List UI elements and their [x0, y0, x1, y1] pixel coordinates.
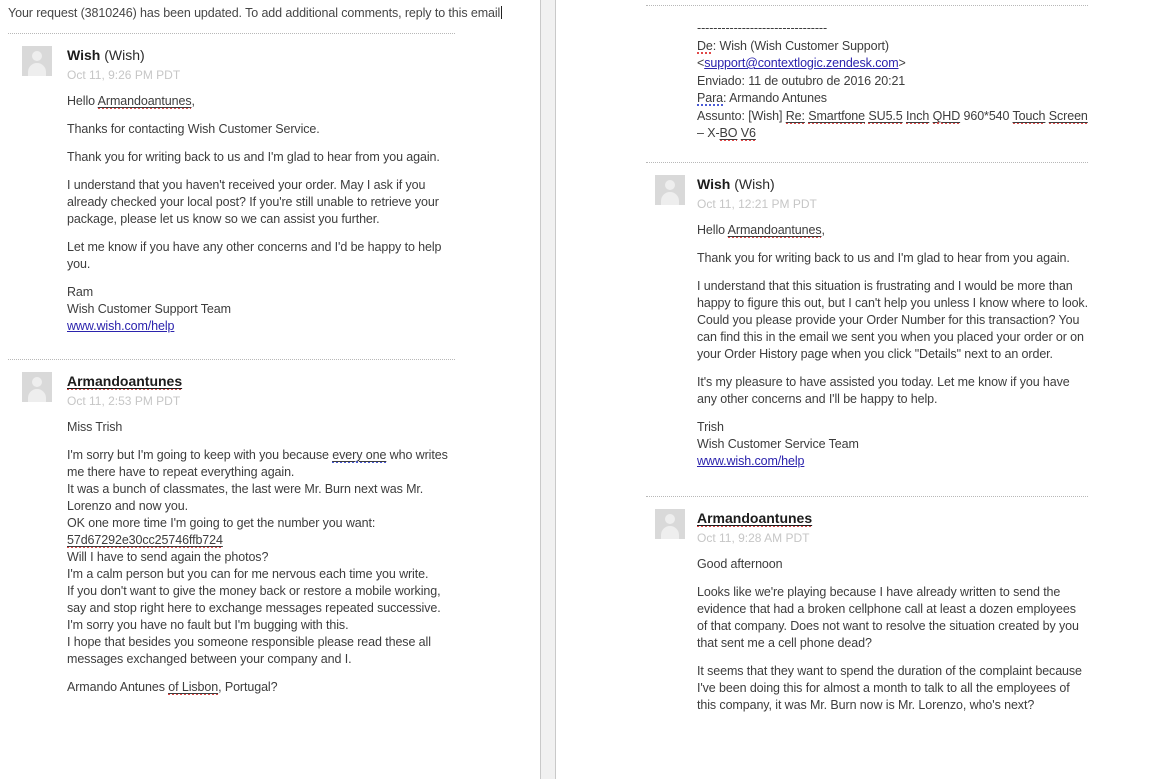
message-armandoantunes-2 [646, 509, 1088, 714]
avatar-person-icon [655, 175, 685, 205]
message-paragraph: I understand that you haven't received your order. May I ask if you already checked your local post? If you're still unable to retrieve your package, please let us know so we can assist you further. [67, 178, 439, 226]
message-content [697, 509, 1088, 714]
panel-divider [540, 0, 556, 779]
message-paragraph: Looks like we're playing because I have already written to send the evidence that had a broken cellphone call at least a dozen employees of that company. Does not want to resolve the situation created by you that sent me a cell phone dead? [697, 584, 1079, 650]
message-author: Armandoantunes [67, 373, 183, 389]
message-paragraph: Armando Antunes of Lisbon, Portugal? [67, 680, 278, 694]
message-paragraph: It seems that they want to spend the duration of the complaint because I've been doing this for almost a month to talk to all the employees of this company, it was Mr. Burn now is Mr. Lorenzo, who's next? [697, 663, 1082, 712]
message-timestamp: Oct 11, 9:26 PM PDT [67, 68, 181, 82]
quoted-email-header [697, 20, 1088, 143]
message-paragraph: It's my pleasure to have assisted you today. Let me know if you have any other concerns and I'll be happy to help. [697, 374, 1070, 406]
message-paragraph: Thanks for contacting Wish Customer Service. [67, 122, 320, 136]
separator [8, 359, 455, 360]
message-body [67, 419, 457, 696]
message-paragraph: I'm sorry but I'm going to keep with you because every one who writes me there have to repeat everything again. It was a bunch of classmates, the last were Mr. Burn next was Mr. Lorenzo and now you. OK one more time I'm going to get the number you want: 57d67292e30cc25746ffb724 Will I have to send again the photos? I'm a calm person but you can for me nervous each time you write. If you don't want to give the money back or restore a mobile working, say and stop right here to exchange messages repeated successive. I'm sorry you have no fault but I'm bugging with this. I hope that besides you someone responsible please read these all messages exchanged between your company and I. [67, 448, 448, 666]
message-timestamp: Oct 11, 9:28 AM PDT [697, 530, 810, 545]
quoted-header-to: Para: Armando Antunes [697, 91, 827, 105]
message-paragraph: Let me know if you have any other concerns and I'd be happy to help you. [67, 240, 442, 271]
message-paragraph: Hello Armandoantunes, [697, 222, 825, 237]
message-paragraph: Miss Trish [67, 420, 123, 434]
message-wish-trish [646, 175, 1088, 470]
quoted-header-email: <support@contextlogic.zendesk.com> [697, 56, 906, 70]
quoted-header-subject: Assunto: [Wish] Re: Smartfone SU5.5 Inch QHD 960*540 Touch Screen – X-BO V6 [697, 108, 1088, 140]
message-paragraph: I understand that this situation is frustrating and I would be more than happy to figure this out, but I can't help you unless I know where to look. Could you please provide your Order Number for this transaction? You can find this in the email we sent you when you placed your order or on your Order History page when you click "Details" next to an order. [697, 278, 1088, 361]
link[interactable]: support@contextlogic.zendesk.com [704, 56, 899, 70]
avatar-person-icon [22, 46, 52, 76]
notice-text: Your request (3810246) has been updated. To add additional comments, reply to this email [8, 6, 501, 20]
quoted-header-dashes: -------------------------------- [697, 21, 828, 35]
message-body [67, 93, 457, 335]
quoted-header-from: De: Wish (Wish Customer Support) [697, 38, 889, 53]
left-email-panel [0, 0, 540, 696]
avatar-person-icon [22, 372, 52, 402]
message-body [697, 222, 1088, 470]
message-paragraph: Thank you for writing back to us and I'm glad to hear from you again. [67, 150, 440, 164]
message-signature: Ram Wish Customer Support Team www.wish.com/help [67, 285, 231, 333]
message-wish-ram [0, 46, 540, 335]
message-body [697, 556, 1088, 714]
message-paragraph: Hello Armandoantunes, [67, 94, 195, 108]
message-content [697, 175, 1088, 470]
link[interactable]: www.wish.com/help [697, 453, 805, 468]
message-paragraph: Thank you for writing back to us and I'm glad to hear from you again. [697, 250, 1070, 265]
request-update-notice [8, 6, 540, 20]
message-content [67, 372, 457, 696]
message-author: Wish (Wish) [67, 47, 145, 63]
message-timestamp: Oct 11, 12:21 PM PDT [697, 196, 817, 211]
avatar-person-icon [655, 509, 685, 539]
separator [646, 5, 1088, 6]
message-author: Wish (Wish) [697, 175, 775, 192]
quoted-header-sent: Enviado: 11 de outubro de 2016 20:21 [697, 73, 906, 88]
message-content [67, 46, 457, 335]
message-paragraph: Good afternoon [697, 556, 783, 571]
text-caret [501, 6, 502, 19]
right-email-panel [646, 0, 1088, 714]
separator [8, 33, 455, 34]
message-timestamp: Oct 11, 2:53 PM PDT [67, 394, 181, 408]
message-author: Armandoantunes [697, 509, 813, 526]
link[interactable]: www.wish.com/help [67, 319, 175, 333]
separator [646, 162, 1088, 163]
message-signature: Trish Wish Customer Service Team www.wish.com/help [697, 419, 859, 468]
message-armandoantunes [0, 372, 540, 696]
separator [646, 496, 1088, 497]
